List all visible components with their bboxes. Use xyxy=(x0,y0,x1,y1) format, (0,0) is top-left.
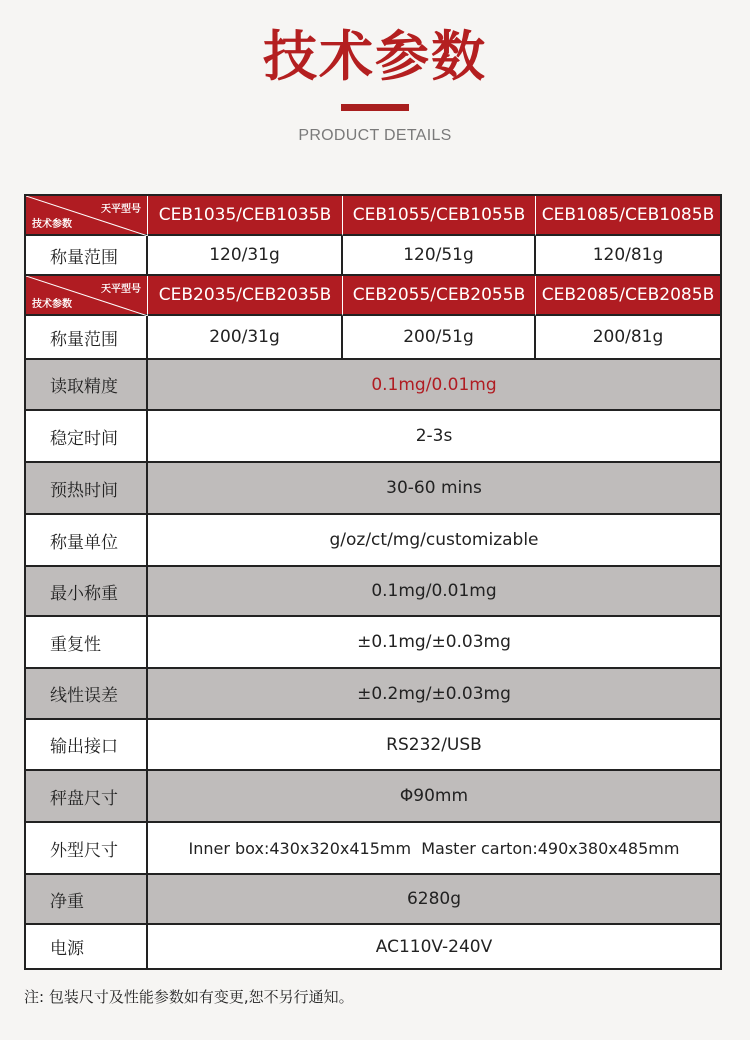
spec-value: RS232/USB xyxy=(148,720,720,771)
spec-label: 预热时间 xyxy=(26,463,148,515)
spec-value: AC110V-240V xyxy=(375,936,493,957)
spec-value: ±0.2mg/±0.03mg xyxy=(148,669,720,720)
spec-label: 线性误差 xyxy=(26,669,148,720)
range-cell: 120/31g xyxy=(148,236,343,276)
spec-value: 0.1mg/0.01mg xyxy=(148,360,720,411)
diagonal-header-cell xyxy=(26,276,148,316)
diag-top-label: 天平型号 xyxy=(101,284,141,295)
spec-value: 30-60 mins xyxy=(148,463,720,515)
page-subtitle: PRODUCT DETAILS xyxy=(298,127,452,144)
spec-label: 读取精度 xyxy=(26,360,148,411)
range-label: 称量范围 xyxy=(26,316,148,360)
model-cell: CEB2055/CEB2055B xyxy=(343,276,536,316)
spec-row-net-weight xyxy=(26,875,720,925)
spec-row-power xyxy=(26,925,720,968)
spec-label: 称量单位 xyxy=(26,515,148,567)
model-cell: CEB1085/CEB1085B xyxy=(536,196,720,236)
spec-row-repeatability xyxy=(26,617,720,669)
range-label: 称量范围 xyxy=(26,236,148,276)
spec-row-units xyxy=(26,515,720,567)
title-underline xyxy=(341,104,409,111)
spec-value: 0.1mg/0.01mg xyxy=(148,567,720,617)
model-cell: CEB2035/CEB2035B xyxy=(148,276,343,316)
range-cell: 200/51g xyxy=(343,316,536,360)
diag-bottom-label: 技术参数 xyxy=(32,299,72,310)
spec-row-stabilization xyxy=(26,411,720,463)
page-title: 技术参数 xyxy=(263,25,487,88)
spec-row-warmup xyxy=(26,463,720,515)
spec-label: 稳定时间 xyxy=(26,411,148,463)
spec-label: 电源 xyxy=(26,925,148,968)
model-header-row-2 xyxy=(26,276,720,316)
spec-label: 秤盘尺寸 xyxy=(26,771,148,823)
spec-row-linearity xyxy=(26,669,720,720)
spec-value: Φ90mm xyxy=(148,771,720,823)
spec-value: Inner box:430x320x415mm Master carton:490x380x485mm xyxy=(148,823,720,875)
spec-label: 重复性 xyxy=(26,617,148,669)
spec-row-dimensions xyxy=(26,823,720,875)
range-cell: 120/81g xyxy=(536,236,720,276)
spec-value: 2-3s xyxy=(148,411,720,463)
spec-row-interface xyxy=(26,720,720,771)
model-cell: CEB1035/CEB1035B xyxy=(148,196,343,236)
range-cell: 200/81g xyxy=(536,316,720,360)
range-row-1 xyxy=(26,236,720,276)
spec-label: 输出接口 xyxy=(26,720,148,771)
range-cell: 120/51g xyxy=(343,236,536,276)
spec-row-pan-size xyxy=(26,771,720,823)
model-cell: CEB2085/CEB2085B xyxy=(536,276,720,316)
footnote: 注: 包装尺寸及性能参数如有变更,恕不另行通知。 xyxy=(24,988,354,1006)
spec-row-readability xyxy=(26,360,720,411)
spec-value: ±0.1mg/±0.03mg xyxy=(148,617,720,669)
spec-label: 最小称重 xyxy=(26,567,148,617)
spec-row-min-weight xyxy=(26,567,720,617)
model-header-row-1 xyxy=(26,196,720,236)
spec-value: 6280g xyxy=(148,875,720,925)
spec-value: g/oz/ct/mg/customizable xyxy=(148,515,720,567)
range-cell: 200/31g xyxy=(148,316,343,360)
spec-label: 净重 xyxy=(26,875,148,925)
spec-table xyxy=(24,194,722,970)
model-cell: CEB1055/CEB1055B xyxy=(343,196,536,236)
diag-bottom-label: 技术参数 xyxy=(32,219,72,230)
diag-top-label: 天平型号 xyxy=(101,204,141,215)
spec-label: 外型尺寸 xyxy=(26,823,148,875)
range-row-2 xyxy=(26,316,720,360)
diagonal-header-cell xyxy=(26,196,148,236)
